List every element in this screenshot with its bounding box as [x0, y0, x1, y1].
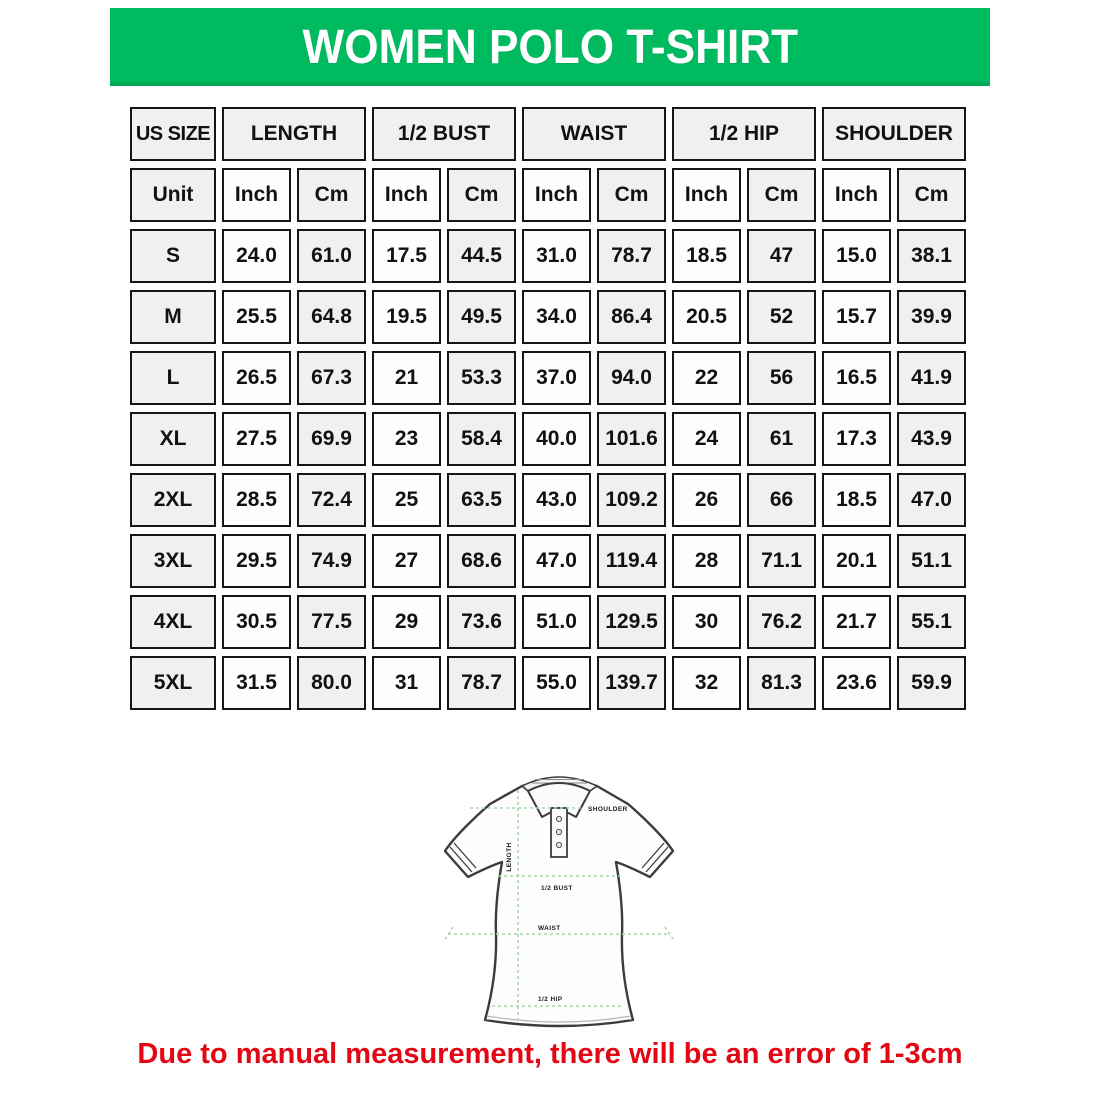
measurement-cell: 27 — [372, 534, 441, 588]
measurement-cell: 44.5 — [447, 229, 516, 283]
size-row — [130, 351, 966, 405]
size-label-cell: 4XL — [130, 595, 216, 649]
measurement-cell: 58.4 — [447, 412, 516, 466]
size-row — [130, 656, 966, 710]
measurement-cell: 72.4 — [297, 473, 366, 527]
column-group-header: 1/2 BUST — [372, 107, 516, 161]
size-row — [130, 534, 966, 588]
unit-cell: Cm — [597, 168, 666, 222]
measurement-cell: 40.0 — [522, 412, 591, 466]
size-chart-table — [124, 100, 972, 717]
measurement-cell: 61.0 — [297, 229, 366, 283]
measurement-cell: 39.9 — [897, 290, 966, 344]
unit-cell: Inch — [372, 168, 441, 222]
size-label-cell: 5XL — [130, 656, 216, 710]
measurement-cell: 38.1 — [897, 229, 966, 283]
measurement-cell: 20.5 — [672, 290, 741, 344]
measurement-cell: 139.7 — [597, 656, 666, 710]
unit-cell: Inch — [522, 168, 591, 222]
measurement-cell: 119.4 — [597, 534, 666, 588]
measurement-cell: 101.6 — [597, 412, 666, 466]
measurement-cell: 24 — [672, 412, 741, 466]
measurement-cell: 76.2 — [747, 595, 816, 649]
measurement-cell: 129.5 — [597, 595, 666, 649]
measurement-cell: 81.3 — [747, 656, 816, 710]
measurement-cell: 25.5 — [222, 290, 291, 344]
waist-tick-left — [445, 927, 453, 939]
measurement-cell: 18.5 — [822, 473, 891, 527]
measurement-cell: 78.7 — [597, 229, 666, 283]
measurement-cell: 109.2 — [597, 473, 666, 527]
measurement-cell: 53.3 — [447, 351, 516, 405]
measurement-cell: 47 — [747, 229, 816, 283]
size-row — [130, 229, 966, 283]
measurement-cell: 31 — [372, 656, 441, 710]
measurement-cell: 32 — [672, 656, 741, 710]
measurement-cell: 61 — [747, 412, 816, 466]
measurement-cell: 71.1 — [747, 534, 816, 588]
bust-label: 1/2 BUST — [541, 885, 573, 892]
measurement-cell: 31.0 — [522, 229, 591, 283]
unit-cell: Cm — [897, 168, 966, 222]
measurement-cell: 16.5 — [822, 351, 891, 405]
measurement-cell: 47.0 — [522, 534, 591, 588]
measurement-cell: 43.9 — [897, 412, 966, 466]
size-row — [130, 473, 966, 527]
column-group-header: LENGTH — [222, 107, 366, 161]
measurement-cell: 74.9 — [297, 534, 366, 588]
measurement-cell: 19.5 — [372, 290, 441, 344]
measurement-cell: 64.8 — [297, 290, 366, 344]
measurement-cell: 23 — [372, 412, 441, 466]
table-head — [130, 107, 966, 222]
measurement-cell: 22 — [672, 351, 741, 405]
measurement-cell: 43.0 — [522, 473, 591, 527]
measurement-cell: 63.5 — [447, 473, 516, 527]
measurement-cell: 24.0 — [222, 229, 291, 283]
measurement-cell: 80.0 — [297, 656, 366, 710]
measurement-cell: 67.3 — [297, 351, 366, 405]
measurement-cell: 69.9 — [297, 412, 366, 466]
button — [556, 816, 561, 821]
measurement-cell: 15.7 — [822, 290, 891, 344]
measurement-cell: 49.5 — [447, 290, 516, 344]
measurement-cell: 68.6 — [447, 534, 516, 588]
measurement-cell: 30.5 — [222, 595, 291, 649]
measurement-cell: 66 — [747, 473, 816, 527]
size-label-cell: M — [130, 290, 216, 344]
group-header-row — [130, 107, 966, 161]
measurement-cell: 25 — [372, 473, 441, 527]
measurement-cell: 55.0 — [522, 656, 591, 710]
measurement-cell: 51.0 — [522, 595, 591, 649]
measurement-cell: 56 — [747, 351, 816, 405]
measurement-cell: 28 — [672, 534, 741, 588]
size-label-cell: L — [130, 351, 216, 405]
measurement-cell: 21 — [372, 351, 441, 405]
unit-cell: Inch — [672, 168, 741, 222]
measurement-cell: 20.1 — [822, 534, 891, 588]
unit-cell: Inch — [822, 168, 891, 222]
measurement-cell: 41.9 — [897, 351, 966, 405]
measurement-cell: 51.1 — [897, 534, 966, 588]
size-label-cell: 2XL — [130, 473, 216, 527]
column-group-header: SHOULDER — [822, 107, 966, 161]
hip-label: 1/2 HIP — [538, 996, 563, 1003]
column-group-header: 1/2 HIP — [672, 107, 816, 161]
button — [556, 829, 561, 834]
button — [556, 842, 561, 847]
column-group-header: US SIZE — [130, 107, 216, 161]
measurement-cell: 31.5 — [222, 656, 291, 710]
measurement-cell: 52 — [747, 290, 816, 344]
size-row — [130, 290, 966, 344]
waist-tick-right — [665, 927, 673, 939]
measurement-cell: 29 — [372, 595, 441, 649]
measurement-cell: 26.5 — [222, 351, 291, 405]
column-group-header: WAIST — [522, 107, 666, 161]
measurement-cell: 18.5 — [672, 229, 741, 283]
size-row — [130, 412, 966, 466]
length-label: LENGTH — [506, 842, 513, 872]
shoulder-label: SHOULDER — [588, 806, 628, 813]
measurement-cell: 77.5 — [297, 595, 366, 649]
measurement-cell: 15.0 — [822, 229, 891, 283]
measurement-cell: 17.5 — [372, 229, 441, 283]
size-row — [130, 595, 966, 649]
measurement-cell: 21.7 — [822, 595, 891, 649]
measurement-cell: 27.5 — [222, 412, 291, 466]
measurement-cell: 47.0 — [897, 473, 966, 527]
size-label-cell: S — [130, 229, 216, 283]
measurement-cell: 86.4 — [597, 290, 666, 344]
unit-cell: Cm — [297, 168, 366, 222]
measurement-cell: 30 — [672, 595, 741, 649]
page-title: WOMEN POLO T-SHIRT — [302, 20, 798, 74]
measurement-cell: 37.0 — [522, 351, 591, 405]
measurement-cell: 78.7 — [447, 656, 516, 710]
measurement-cell: 28.5 — [222, 473, 291, 527]
measurement-cell: 34.0 — [522, 290, 591, 344]
title-banner — [110, 8, 990, 86]
measurement-cell: 55.1 — [897, 595, 966, 649]
table-body — [130, 229, 966, 710]
unit-cell: Inch — [222, 168, 291, 222]
measurement-cell: 73.6 — [447, 595, 516, 649]
unit-cell: Cm — [747, 168, 816, 222]
measurement-note: Due to manual measurement, there will be an error of 1-3cm — [137, 1038, 963, 1070]
measurement-cell: 59.9 — [897, 656, 966, 710]
unit-header-row — [130, 168, 966, 222]
unit-label-cell: Unit — [130, 168, 216, 222]
measurement-cell: 29.5 — [222, 534, 291, 588]
waist-label: WAIST — [538, 925, 561, 932]
measurement-cell: 26 — [672, 473, 741, 527]
size-label-cell: 3XL — [130, 534, 216, 588]
measurement-cell: 94.0 — [597, 351, 666, 405]
polo-shirt-diagram — [438, 760, 678, 1040]
measurement-cell: 23.6 — [822, 656, 891, 710]
size-label-cell: XL — [130, 412, 216, 466]
unit-cell: Cm — [447, 168, 516, 222]
measurement-cell: 17.3 — [822, 412, 891, 466]
